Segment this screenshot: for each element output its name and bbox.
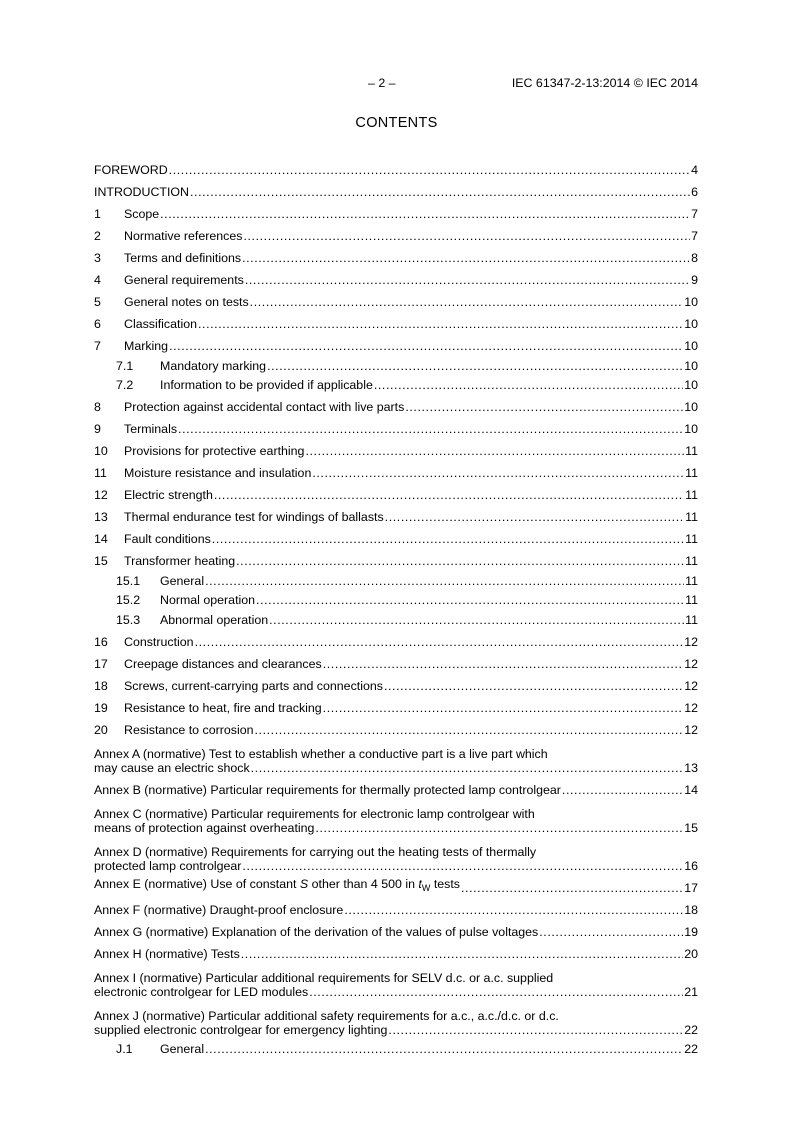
toc-entry-page: 7 [691, 229, 698, 243]
toc-entry[interactable] [94, 524, 698, 546]
leader-dots [205, 574, 684, 588]
toc-entry-page: 20 [684, 946, 698, 961]
toc-entry-label: Transformer heating [124, 554, 236, 568]
toc-entry-label: Annex G (normative) Explanation of the derivation of the values of pulse voltages [94, 924, 539, 939]
toc-entry[interactable] [94, 309, 698, 331]
toc-entry-label: Mandatory marking [160, 358, 267, 373]
leader-dots [315, 821, 683, 835]
toc-entry[interactable] [94, 353, 698, 373]
toc-entry-annex-e[interactable] [94, 873, 698, 895]
leader-dots [190, 185, 690, 199]
leader-dots [405, 400, 683, 414]
toc-entry-number: 5 [94, 295, 101, 309]
toc-entry-label: Construction [124, 634, 194, 649]
toc-entry-annex-h[interactable] [94, 939, 698, 961]
leader-dots [323, 657, 684, 671]
toc-entry[interactable] [94, 287, 698, 309]
toc-entry-label: may cause an electric shock [94, 760, 250, 775]
toc-entry-label: Resistance to heat, fire and tracking [124, 700, 322, 715]
toc-entry-page: 12 [684, 656, 698, 671]
subscript-w: W [421, 882, 431, 893]
toc-entry-page: 6 [691, 185, 698, 199]
toc-entry-annex-c[interactable] [94, 797, 698, 835]
toc-entry-annex-f[interactable] [94, 895, 698, 917]
toc-entry-label: Resistance to corrosion [124, 722, 254, 737]
toc-entry-number: 4 [94, 273, 101, 287]
toc-entry-number: 13 [94, 510, 108, 524]
toc-entry-page: 21 [684, 984, 698, 999]
toc-entry-number: 17 [94, 656, 108, 671]
toc-entry-page: 12 [684, 634, 698, 649]
toc-entry-label: Annex F (normative) Draught-proof enclosure [94, 902, 344, 917]
leader-dots [195, 635, 684, 649]
toc-entry-page: 11 [685, 573, 698, 588]
toc-entry[interactable] [94, 502, 698, 524]
leader-dots [245, 273, 690, 287]
toc-entry[interactable] [94, 243, 698, 265]
toc-entry[interactable] [94, 627, 698, 649]
toc-entry-label: protected lamp controlgear [94, 858, 242, 873]
toc-entry-label: Normative references [124, 229, 243, 243]
toc-entry-page: 19 [684, 924, 698, 939]
leader-dots [374, 378, 683, 392]
toc-entry-number: 3 [94, 251, 101, 265]
toc-entry-number: 15.1 [116, 573, 141, 588]
leader-dots [461, 881, 683, 895]
toc-entry[interactable] [94, 414, 698, 436]
toc-entry-label: General notes on tests [124, 295, 249, 309]
toc-entry[interactable] [94, 546, 698, 568]
leader-dots [160, 207, 690, 221]
toc-entry-number: 10 [94, 444, 108, 458]
leader-dots [388, 1023, 683, 1037]
leader-dots [242, 859, 683, 873]
toc-entry[interactable] [94, 221, 698, 243]
toc-entry-page: 8 [691, 251, 698, 265]
toc-entry-annex-i[interactable] [94, 961, 698, 999]
toc-entry[interactable] [94, 177, 698, 199]
leader-dots [562, 783, 683, 797]
page-header [94, 76, 698, 92]
toc-entry-number: 20 [94, 722, 108, 737]
toc-entry-annex-g[interactable] [94, 917, 698, 939]
toc-entry[interactable] [94, 480, 698, 502]
toc-entry-label: General [160, 1042, 205, 1056]
toc-entry-annex-d[interactable] [94, 835, 698, 873]
toc-entry-number: 7.1 [116, 358, 134, 373]
toc-entry-label: Protection against accidental contact with live parts [124, 400, 405, 414]
toc-entry-number: 15.2 [116, 593, 141, 607]
toc-entry-label: Classification [124, 317, 197, 331]
toc-entry-label: Information to be provided if applicable [160, 378, 373, 392]
toc-entry-label: Annex D (normative) Requirements for carrying out the heating tests of thermally [94, 844, 537, 859]
toc-entry-label: means of protection against overheating [94, 820, 315, 835]
leader-dots [323, 701, 684, 715]
toc-entry[interactable] [94, 373, 698, 393]
leader-dots [178, 422, 683, 436]
toc-entry-page: 7 [691, 207, 698, 221]
variable-s: S [299, 876, 309, 891]
toc-entry[interactable] [94, 693, 698, 715]
leader-dots [305, 444, 684, 458]
toc-entry-number: 16 [94, 634, 108, 649]
toc-entry-j-1[interactable] [94, 1037, 698, 1057]
toc-entry-page: 10 [684, 317, 698, 331]
toc-entry-number: 7 [94, 339, 101, 353]
toc-entry-number: 1 [94, 207, 101, 221]
standard-reference: IEC 61347-2-13:2014 © IEC 2014 [511, 76, 698, 90]
toc-entry[interactable] [94, 568, 698, 588]
leader-dots [212, 532, 684, 546]
leader-dots [169, 339, 683, 353]
toc-entry-number: 9 [94, 422, 101, 436]
toc-entry[interactable] [94, 649, 698, 671]
toc-entry-number: 15 [94, 554, 108, 568]
toc-entry-number: 11 [94, 466, 107, 480]
toc-entry-label: Abnormal operation [160, 612, 269, 627]
toc-entry[interactable] [94, 588, 698, 608]
toc-entry-number: 19 [94, 700, 108, 715]
leader-dots [251, 761, 684, 775]
toc-entry-label: Marking [124, 339, 169, 353]
leader-dots [241, 947, 683, 961]
toc-entry-label: Annex H (normative) Tests [94, 946, 240, 961]
variable-t: t [418, 876, 422, 891]
toc-entry[interactable] [94, 715, 698, 737]
toc-entry-page: 13 [684, 760, 698, 775]
toc-entry[interactable] [94, 458, 698, 480]
leader-dots [384, 679, 683, 693]
toc-entry-label: FOREWORD [94, 163, 168, 177]
toc-entry-label: Provisions for protective earthing [124, 444, 305, 458]
toc-entry-page: 11 [685, 466, 698, 480]
leader-dots [236, 554, 684, 568]
leader-dots [312, 466, 684, 480]
toc-entry-number: 14 [94, 532, 108, 546]
toc-entry-label: Moisture resistance and insulation [124, 466, 312, 480]
toc-entry-label: Creepage distances and clearances [124, 656, 322, 671]
toc-entry-label: Annex C (normative) Particular requirements for electronic lamp controlgear with [94, 806, 535, 821]
toc-entry[interactable] [94, 392, 698, 414]
toc-entry-label: electronic controlgear for LED modules [94, 984, 309, 999]
leader-dots [242, 251, 690, 265]
toc-entry-number: 2 [94, 229, 101, 243]
toc-entry-label: Annex I (normative) Particular additional requirements for SELV d.c. or a.c. supplied [94, 970, 554, 985]
toc-entry-number: 6 [94, 317, 101, 331]
leader-dots [198, 317, 683, 331]
toc-entry-page: 15 [684, 820, 698, 835]
toc-entry-label: INTRODUCTION [94, 185, 189, 199]
toc-entry[interactable] [94, 607, 698, 627]
leader-dots [344, 903, 683, 917]
toc-entry-number: 7.2 [116, 378, 134, 392]
toc-entry-page: 11 [685, 554, 698, 568]
toc-entry-number: 15.3 [116, 612, 141, 627]
leader-dots [269, 613, 684, 627]
toc-entry-page: 17 [684, 880, 698, 895]
toc-entry-label: Screws, current-carrying parts and connections [124, 678, 383, 693]
toc-entry[interactable] [94, 265, 698, 287]
toc-entry[interactable] [94, 331, 698, 353]
toc-entry-page: 12 [684, 700, 698, 715]
leader-dots [205, 1042, 683, 1056]
toc-entry-page: 16 [684, 858, 698, 873]
page-title: CONTENTS [355, 115, 438, 131]
toc-entry[interactable] [94, 671, 698, 693]
toc-entry-label: Scope [124, 207, 160, 221]
toc-entry-page: 10 [684, 295, 698, 309]
toc-entry-page: 4 [691, 163, 698, 177]
toc-entry-page: 10 [684, 400, 698, 414]
toc-entry-label: Annex J (normative) Particular additional safety requirements for a.c., a.c./d.c. or d.c. [94, 1008, 559, 1023]
leader-dots [243, 229, 690, 243]
toc-entry-page: 10 [684, 358, 698, 373]
toc-entry-number: 18 [94, 678, 108, 693]
toc-entry-page: 18 [684, 902, 698, 917]
toc-entry-page: 9 [691, 273, 698, 287]
toc-entry-label: Normal operation [160, 593, 256, 607]
toc-entry-label: Terminals [124, 422, 178, 436]
leader-dots [250, 295, 684, 309]
toc-entry-label: supplied electronic controlgear for emergency lighting [94, 1022, 388, 1037]
table-of-contents [94, 155, 698, 1056]
toc-entry[interactable] [94, 155, 698, 177]
toc-entry-label: Annex E (normative) Use of constant S other than 4 500 in $t_W$ tests [94, 876, 460, 893]
toc-entry-number: J.1 [116, 1042, 133, 1056]
toc-entry-label: Electric strength [124, 488, 213, 502]
toc-entry-page: 11 [685, 488, 698, 502]
leader-dots [214, 488, 684, 502]
toc-entry[interactable] [94, 436, 698, 458]
toc-entry-label: Fault conditions [124, 532, 211, 546]
leader-dots [254, 723, 683, 737]
toc-entry-annex-b[interactable] [94, 775, 698, 797]
toc-entry-annex-a[interactable] [94, 737, 698, 775]
toc-entry-number: 8 [94, 400, 101, 414]
leader-dots [267, 359, 683, 373]
toc-entry-page: 22 [684, 1042, 698, 1056]
toc-entry-page: 14 [684, 782, 698, 797]
toc-entry-page: 11 [685, 532, 698, 546]
toc-main-entries [94, 155, 698, 737]
toc-entry-page: 10 [684, 422, 698, 436]
toc-entry-label: General [160, 573, 205, 588]
toc-entry-page: 12 [684, 678, 698, 693]
toc-entry-label: Annex A (normative) Test to establish whether a conductive part is a live part which [94, 746, 548, 761]
toc-entry-page: 11 [685, 444, 698, 458]
toc-entry[interactable] [94, 199, 698, 221]
toc-entry-label: Annex B (normative) Particular requirements for thermally protected lamp controlgear [94, 782, 561, 797]
toc-entry-page: 10 [684, 378, 698, 392]
toc-entry-page: 11 [685, 612, 698, 627]
leader-dots [256, 593, 684, 607]
page-number: – 2 – [368, 76, 396, 90]
leader-dots [539, 925, 683, 939]
toc-entry-page: 10 [684, 339, 698, 353]
toc-entry-label: Terms and definitions [124, 251, 242, 265]
toc-entry-label: Thermal endurance test for windings of ballasts [124, 510, 384, 524]
toc-entry-page: 11 [685, 593, 698, 607]
toc-entry-page: 11 [685, 510, 698, 524]
toc-entry-page: 22 [684, 1022, 698, 1037]
leader-dots [169, 163, 690, 177]
toc-entry-annex-j[interactable] [94, 999, 698, 1037]
toc-entry-number: 12 [94, 488, 108, 502]
toc-entry-label: General requirements [124, 273, 244, 287]
leader-dots [309, 985, 683, 999]
leader-dots [385, 510, 684, 524]
toc-entry-page: 12 [684, 722, 698, 737]
